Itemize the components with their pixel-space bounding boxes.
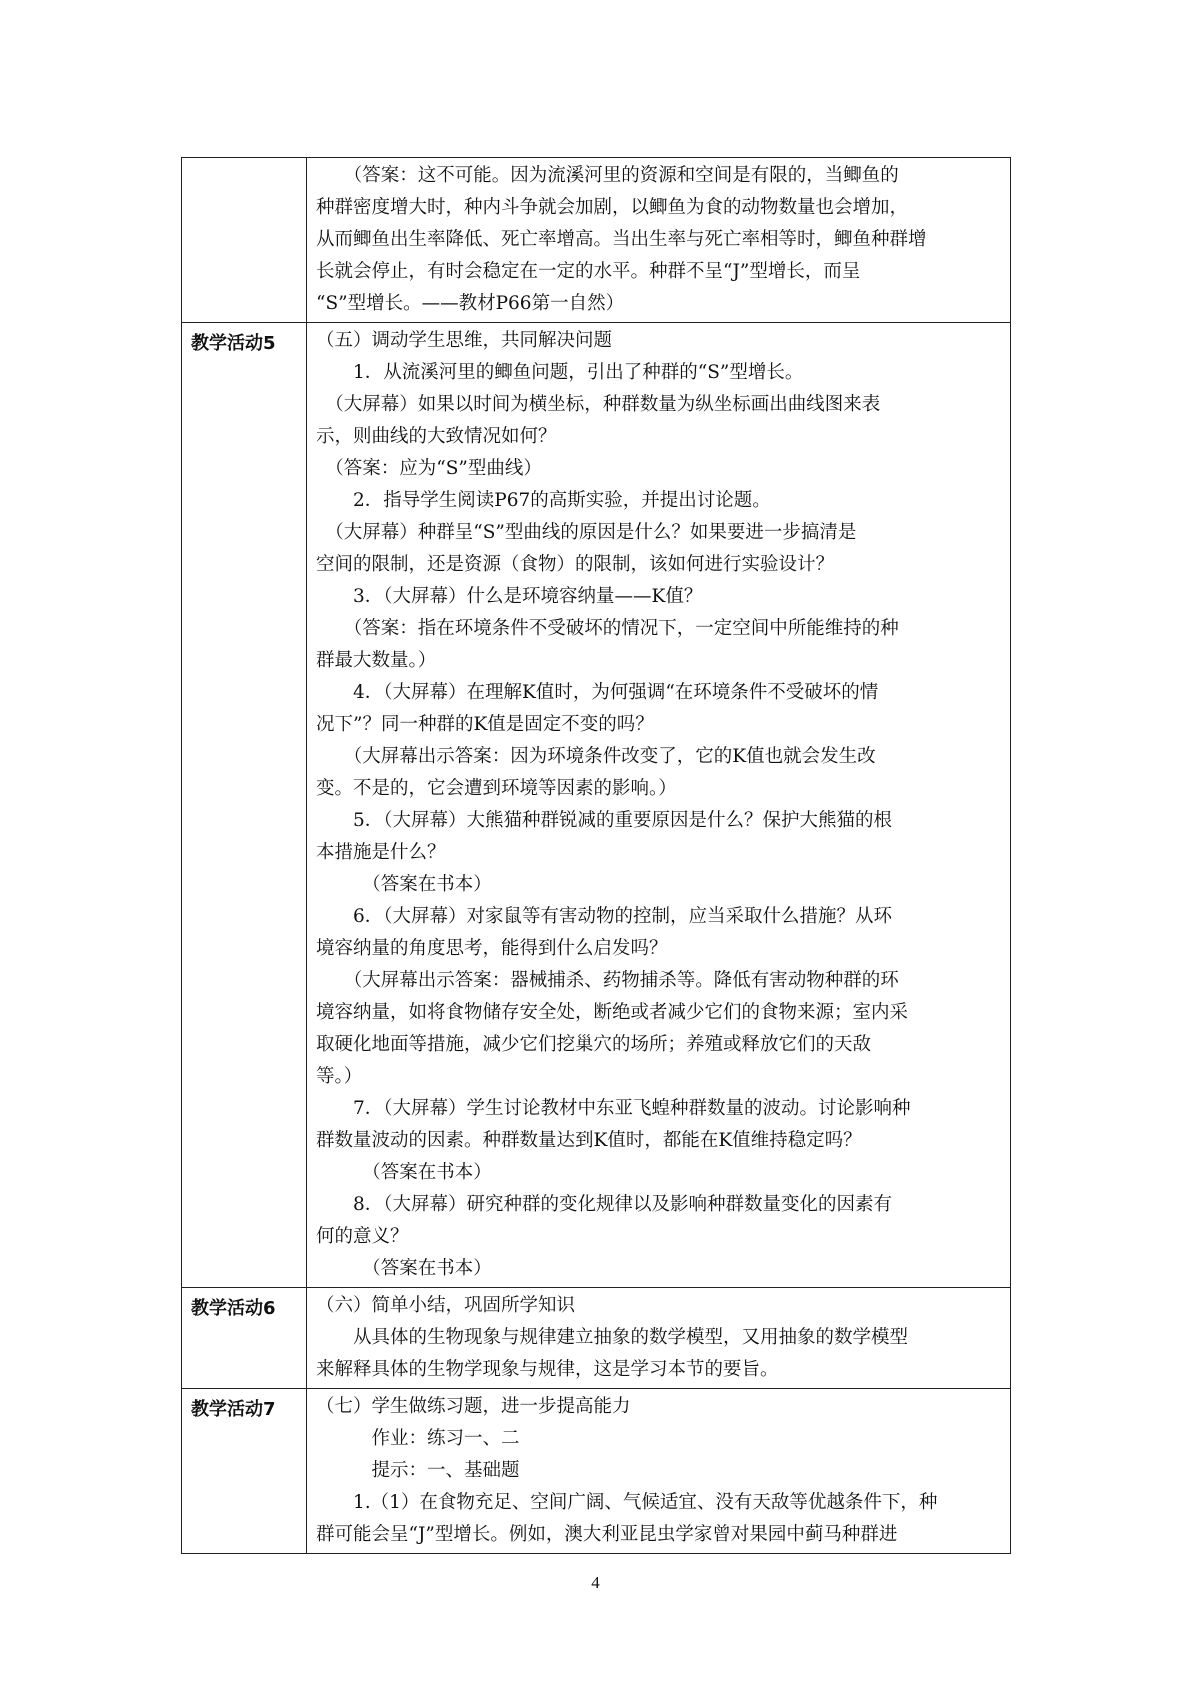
content-line: （大屏幕出示答案：器械捕杀、药物捕杀等。降低有害动物种群的环 <box>316 970 899 991</box>
activity-content <box>307 323 1011 1288</box>
activity-label <box>182 158 307 323</box>
content-line: 何的意义？ <box>316 1226 409 1247</box>
content-line: 长就会停止，有时会稳定在一定的水平。种群不呈“J”型增长，而呈 <box>316 261 861 282</box>
content-line: “S”型增长。——教材P66第一自然） <box>316 293 625 314</box>
activity-content <box>307 158 1011 323</box>
content-line: 7．（大屏幕）学生讨论教材中东亚飞蝗种群数量的波动。讨论影响种 <box>316 1098 911 1119</box>
content-line: （大屏幕）种群呈“S”型曲线的原因是什么？如果要进一步搞清是 <box>316 522 857 543</box>
content-line: 取硬化地面等措施，减少它们挖巢穴的场所；养殖或释放它们的天敌 <box>316 1034 872 1055</box>
content-line: （大屏幕出示答案：因为环境条件改变了，它的K值也就会发生改 <box>316 746 876 767</box>
activity-label: 教学活动6 <box>182 1288 307 1389</box>
content-line: 境容纳量，如将食物储存安全处，断绝或者减少它们的食物来源；室内采 <box>316 1002 909 1023</box>
content-line: 变。不是的，它会遭到环境等因素的影响。） <box>316 778 677 799</box>
content-line: （答案在书本） <box>316 874 492 895</box>
content-line: 本措施是什么？ <box>316 842 446 863</box>
content-line: 从而鲫鱼出生率降低、死亡率增高。当出生率与死亡率相等时，鲫鱼种群增 <box>316 229 927 250</box>
activity-content <box>307 1288 1011 1389</box>
content-line: 提示：一、基础题 <box>316 1460 520 1481</box>
table-row <box>182 1288 1011 1389</box>
content-line: （答案：这不可能。因为流溪河里的资源和空间是有限的，当鲫鱼的 <box>316 165 899 186</box>
content-line: 1．从流溪河里的鲫鱼问题，引出了种群的“S”型增长。 <box>316 362 804 383</box>
content-line: 种群密度增大时，种内斗争就会加剧，以鲫鱼为食的动物数量也会增加， <box>316 197 909 218</box>
activity-label: 教学活动5 <box>182 323 307 1288</box>
content-line: 空间的限制，还是资源（食物）的限制，该如何进行实验设计？ <box>316 554 835 575</box>
content-line: 来解释具体的生物学现象与规律，这是学习本节的要旨。 <box>316 1359 779 1380</box>
content-line: 境容纳量的角度思考，能得到什么启发吗？ <box>316 938 668 959</box>
table-row <box>182 1389 1011 1554</box>
content-line: （答案：应为“S”型曲线） <box>316 458 542 479</box>
page-number: 4 <box>591 1573 600 1592</box>
content-line: （大屏幕）如果以时间为横坐标，种群数量为纵坐标画出曲线图来表 <box>316 394 881 415</box>
content-line: （答案：指在环境条件不受破坏的情况下，一定空间中所能维持的种 <box>316 618 899 639</box>
content-line: 群可能会呈“J”型增长。例如，澳大利亚昆虫学家曾对果园中蓟马种群进 <box>316 1524 898 1545</box>
activity-content <box>307 1389 1011 1554</box>
content-line: 6．（大屏幕）对家鼠等有害动物的控制，应当采取什么措施？从环 <box>316 906 893 927</box>
content-line: 况下”？同一种群的K值是固定不变的吗？ <box>316 714 654 735</box>
lesson-plan-table <box>181 157 1011 1554</box>
content-line: 作业：练习一、二 <box>316 1428 520 1449</box>
content-line: 2．指导学生阅读P67的高斯实验，并提出讨论题。 <box>316 490 771 511</box>
content-line: 从具体的生物现象与规律建立抽象的数学模型，又用抽象的数学模型 <box>316 1327 909 1348</box>
content-line: 5．（大屏幕）大熊猫种群锐减的重要原因是什么？保护大熊猫的根 <box>316 810 893 831</box>
content-line: 群数量波动的因素。种群数量达到K值时，都能在K值维持稳定吗？ <box>316 1130 862 1151</box>
content-line: （七）学生做练习题，进一步提高能力 <box>316 1396 631 1417</box>
content-line: 1.（1）在食物充足、空间广阔、气候适宜、没有天敌等优越条件下，种 <box>316 1492 938 1513</box>
table-row <box>182 323 1011 1288</box>
content-line: （答案在书本） <box>316 1258 492 1279</box>
content-line: 等。） <box>316 1066 363 1087</box>
content-line: （六）简单小结，巩固所学知识 <box>316 1295 576 1316</box>
activity-label: 教学活动7 <box>182 1389 307 1554</box>
content-line: 4．（大屏幕）在理解K值时，为何强调“在环境条件不受破坏的情 <box>316 682 879 703</box>
table-row <box>182 158 1011 323</box>
content-line: 示，则曲线的大致情况如何？ <box>316 426 557 447</box>
content-line: 群最大数量。） <box>316 650 437 671</box>
content-line: 3．（大屏幕）什么是环境容纳量——K值？ <box>316 586 703 607</box>
content-line: （五）调动学生思维，共同解决问题 <box>316 330 613 351</box>
content-line: （答案在书本） <box>316 1162 492 1183</box>
content-line: 8．（大屏幕）研究种群的变化规律以及影响种群数量变化的因素有 <box>316 1194 893 1215</box>
